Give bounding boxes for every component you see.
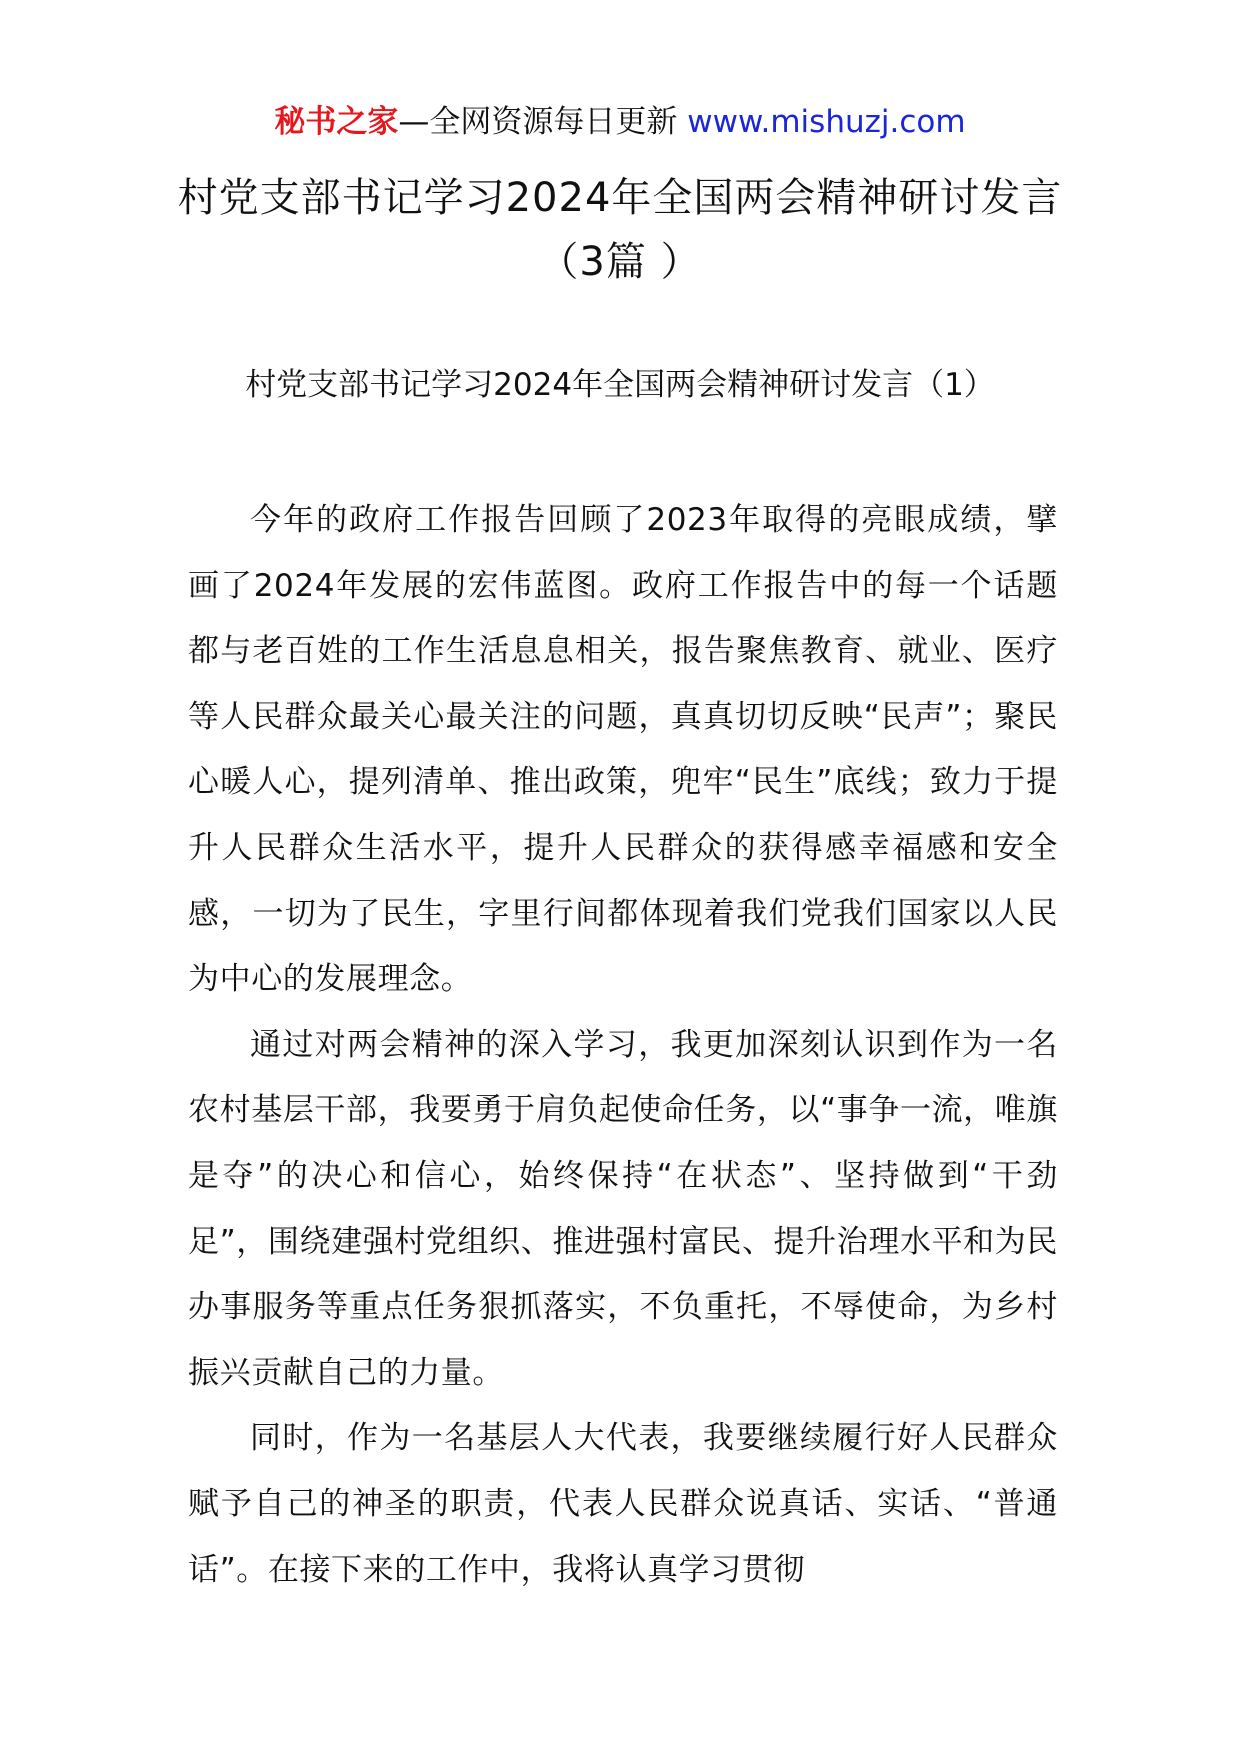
- paragraph: 同时，作为一名基层人大代表，我要继续履行好人民群众赋予自己的神圣的职责，代表人民群众说真话、实话、“普通话”。在接下来的工作中，我将认真学习贯彻: [188, 1420, 1058, 1588]
- document-body: [188, 488, 1058, 1603]
- site-url-link[interactable]: www.mishuzj.com: [687, 104, 966, 140]
- section-title: 村党支部书记学习2024年全国两会精神研讨发言（1）: [245, 367, 995, 403]
- paragraph: 通过对两会精神的深入学习，我更加深刻认识到作为一名农村基层干部，我要勇于肩负起使命任务，以“事争一流，唯旗是夺”的决心和信心，始终保持“在状态”、坚持做到“干劲足”，围绕建强村党组织、推进强村富民、提升治理水平和为民办事服务等重点任务狠抓落实，不负重托，不辱使命，为乡村振兴贡献自己的力量。: [188, 1026, 1058, 1391]
- site-header: [0, 100, 1240, 144]
- header-tagline: —全网资源每日更新: [398, 104, 688, 140]
- brand-name: 秘书之家: [274, 104, 399, 140]
- document-title: 村党支部书记学习2024年全国两会精神研讨发言（3篇 ）: [177, 175, 1063, 285]
- paragraph: 今年的政府工作报告回顾了2023年取得的亮眼成绩，擘画了2024年发展的宏伟蓝图。政府工作报告中的每一个话题都与老百姓的工作生活息息相关，报告聚焦教育、就业、医疗等人民群众最关心最关注的问题，真真切切反映“民声”；聚民心暖人心，提列清单、推出政策，兜牢“民生”底线；致力于提升人民群众生活水平，提升人民群众的获得感幸福感和安全感，一切为了民生，字里行间都体现着我们党我们国家以人民为中心的发展理念。: [188, 502, 1058, 998]
